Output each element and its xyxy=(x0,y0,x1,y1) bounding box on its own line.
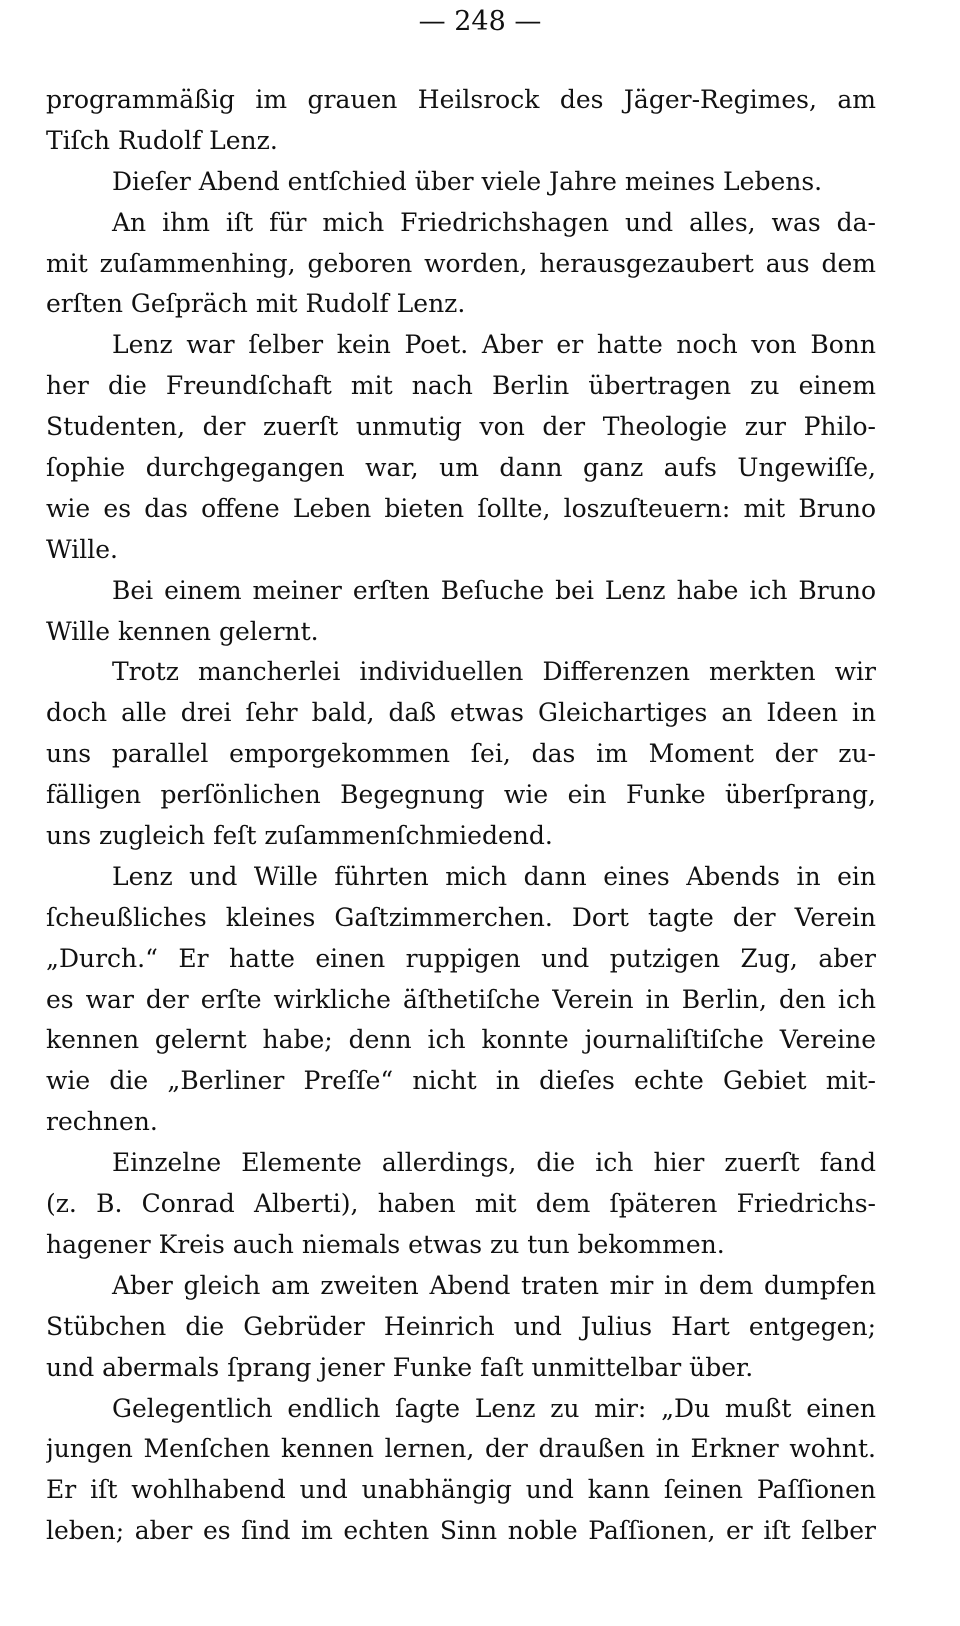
text-line: Stübchen die Gebrüder Heinrich und Julius Hart entgegen; xyxy=(46,1311,876,1341)
text-line: leben; aber es ſind im echten Sinn noble Paſſionen, er iſt ſelber xyxy=(46,1516,876,1546)
text-line: rechnen. xyxy=(46,1107,158,1137)
text-line: Er iſt wohlhabend und unabhängig und kann ſeinen Paſſionen xyxy=(46,1475,876,1505)
text-line: Tiſch Rudolf Lenz. xyxy=(46,125,278,155)
text-line: fälligen perſönlichen Begegnung wie ein Funke überſprang, xyxy=(46,780,876,810)
text-line: Wille kennen gelernt. xyxy=(46,616,319,646)
text-line: Trotz mancherlei individuellen Differenzen merkten wir xyxy=(112,657,876,687)
text-line: uns parallel emporgekommen ſei, das im Moment der zu- xyxy=(46,739,876,769)
text-line: ſophie durchgegangen war, um dann ganz aufs Ungewiſſe, xyxy=(46,453,876,483)
text-line: ſcheußliches kleines Gaſtzimmerchen. Dort tagte der Verein xyxy=(46,902,876,932)
text-line: Wille. xyxy=(46,534,118,564)
text-line: Einzelne Elemente allerdings, die ich hier zuerſt fand xyxy=(112,1148,876,1178)
text-line: Gelegentlich endlich ſagte Lenz zu mir: „Du mußt einen xyxy=(112,1393,876,1423)
text-line: Studenten, der zuerſt unmutig von der Theologie zur Philo- xyxy=(46,412,876,442)
text-line: doch alle drei ſehr bald, daß etwas Gleichartiges an Ideen in xyxy=(46,698,876,728)
text-line: hagener Kreis auch niemals etwas zu tun bekommen. xyxy=(46,1229,725,1259)
text-line: und abermals ſprang jener Funke faſt unmittelbar über. xyxy=(46,1352,754,1382)
text-line: (z. B. Conrad Alberti), haben mit dem ſpäteren Friedrichs- xyxy=(46,1189,876,1219)
text-line: wie die „Berliner Preſſe“ nicht in dieſes echte Gebiet mit- xyxy=(46,1066,876,1096)
text-line: wie es das offene Leben bieten ſollte, loszuſteuern: mit Bruno xyxy=(46,493,876,523)
text-line: Aber gleich am zweiten Abend traten mir in dem dumpfen xyxy=(112,1270,876,1300)
text-line: jungen Menſchen kennen lernen, der draußen in Erkner wohnt. xyxy=(46,1434,876,1464)
text-line: „Durch.“ Er hatte einen ruppigen und putzigen Zug, aber xyxy=(46,943,876,973)
text-line: Bei einem meiner erſten Beſuche bei Lenz habe ich Bruno xyxy=(112,575,876,605)
text-line: Lenz war ſelber kein Poet. Aber er hatte noch von Bonn xyxy=(112,330,876,360)
text-line: Dieſer Abend entſchied über viele Jahre meines Lebens. xyxy=(112,166,823,196)
text-line: kennen gelernt habe; denn ich konnte journaliſtiſche Vereine xyxy=(46,1025,876,1055)
text-line: es war der erſte wirkliche äſthetiſche Verein in Berlin, den ich xyxy=(46,984,876,1014)
page-number: — 248 — xyxy=(418,6,542,37)
text-line: An ihm iſt für mich Friedrichshagen und alles, was da- xyxy=(112,207,876,237)
text-line: mit zuſammenhing, geboren worden, herausgezaubert aus dem xyxy=(46,248,876,278)
text-line: erſten Geſpräch mit Rudolf Lenz. xyxy=(46,289,466,319)
text-line: her die Freundſchaft mit nach Berlin übertragen zu einem xyxy=(46,371,876,401)
body-text xyxy=(46,80,876,1552)
text-line: Lenz und Wille führten mich dann eines Abends in ein xyxy=(112,861,876,891)
text-line: uns zugleich feſt zuſammenſchmiedend. xyxy=(46,821,553,851)
text-line: programmäßig im grauen Heilsrock des Jäger-Regimes, am xyxy=(46,85,876,114)
